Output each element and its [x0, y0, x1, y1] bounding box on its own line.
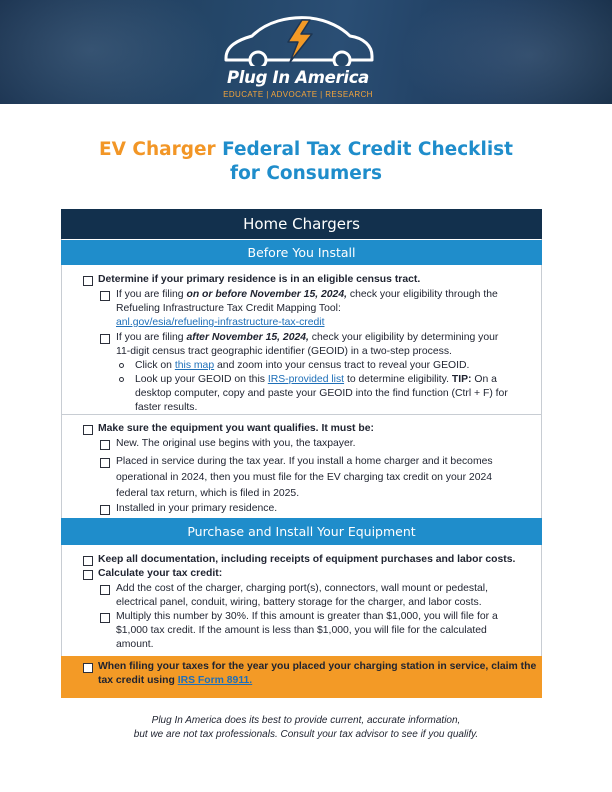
purchase-install-header: Purchase and Install Your Equipment: [61, 518, 542, 545]
placed-in-service-line3: federal tax return, which is filed in 2025.: [116, 488, 300, 499]
title-part-orange: EV Charger: [98, 139, 216, 160]
checkbox-census-tract[interactable]: [83, 276, 93, 286]
checkbox-documentation[interactable]: [83, 556, 93, 566]
placed-in-service-line1: Placed in service during the tax year. If you install a home charger and it becomes: [116, 456, 493, 467]
final-step-line1: When filing your taxes for the year you placed your charging station in service, claim the: [98, 661, 537, 672]
checkbox-add-cost[interactable]: [100, 585, 110, 595]
filing-before-text: If you are filing on or before November 15, 2024, check your eligibility through the: [116, 289, 498, 300]
checkbox-claim-credit[interactable]: [83, 663, 93, 673]
item-equipment-label: Make sure the equipment you want qualifies. It must be:: [98, 423, 374, 434]
final-step-panel: [61, 656, 542, 698]
before-install-header: Before You Install: [61, 240, 542, 265]
placed-in-service-line2: operational in 2024, then you must file for the EV charging tax credit on your 2024: [116, 472, 493, 483]
checkbox-filing-before[interactable]: [100, 291, 110, 301]
brand-tagline: EDUCATE | ADVOCATE | RESEARCH: [223, 90, 373, 99]
multiply-line3: amount.: [116, 639, 154, 650]
item-documentation-label: Keep all documentation, including receipts of equipment purchases and labor costs.: [98, 554, 516, 565]
item-calculate-label: Calculate your tax credit:: [98, 568, 223, 579]
filing-after-text: If you are filing after November 15, 2024, check your eligibility by determining your: [116, 332, 499, 343]
checklist-table: [61, 209, 542, 698]
bullet-icon: [119, 377, 124, 382]
primary-residence-text: Installed in your primary residence.: [116, 503, 278, 514]
add-cost-line1: Add the cost of the charger, charging port(s), connectors, wall mount or pedestal,: [116, 583, 488, 594]
checkbox-multiply[interactable]: [100, 613, 110, 623]
disclaimer-line2: but we are not tax professionals. Consult your tax advisor to see if you qualify.: [133, 729, 479, 740]
checkbox-placed-in-service[interactable]: [100, 458, 110, 468]
disclaimer-line1: Plug In America does its best to provide current, accurate information,: [151, 715, 461, 726]
step-lookup-geoid: Look up your GEOID on this IRS-provided list to determine eligibility. TIP: On a: [135, 374, 497, 385]
final-step-line2: tax credit using IRS Form 8911.: [98, 675, 253, 686]
checkbox-calculate[interactable]: [83, 570, 93, 580]
mapping-tool-link[interactable]: anl.gov/esia/refueling-infrastructure-tax-credit: [116, 317, 325, 328]
step-lookup-geoid-line3: faster results.: [135, 402, 198, 413]
checkbox-equipment-qualifies[interactable]: [83, 425, 93, 435]
bullet-icon: [119, 363, 124, 368]
page-title: [0, 138, 612, 186]
item-census-tract-label: Determine if your primary residence is in an eligible census tract.: [98, 274, 421, 285]
title-part-blue: Federal Tax Credit Checklist: [222, 139, 514, 160]
checkbox-new[interactable]: [100, 440, 110, 450]
section-divider: [62, 414, 541, 415]
filing-before-text-line2: Refueling Infrastructure Tax Credit Mapping Tool:: [116, 303, 341, 314]
checkbox-primary-residence[interactable]: [100, 505, 110, 515]
step-lookup-geoid-line2: desktop computer, copy and paste your GEOID into the find function (Ctrl + F) for: [135, 388, 508, 399]
filing-after-text-line2: 11-digit census tract geographic identifier (GEOID) in a two-step process.: [116, 346, 452, 357]
car-bolt-icon: [218, 10, 378, 66]
brand-name: Plug In America: [226, 68, 370, 87]
plug-in-america-logo: [218, 10, 378, 100]
multiply-line2: $1,000 tax credit. If the amount is less than $1,000, you will file for the calculated: [116, 625, 487, 636]
header-banner: [0, 0, 612, 104]
add-cost-line2: electrical panel, conduit, wiring, battery storage for the charger, and labor costs.: [116, 597, 482, 608]
multiply-line1: Multiply this number by 30%. If this amount is greater than $1,000, you will file for a: [116, 611, 498, 622]
checkbox-filing-after[interactable]: [100, 334, 110, 344]
irs-list-link[interactable]: IRS-provided list: [267, 374, 345, 385]
this-map-link[interactable]: this map: [174, 360, 215, 371]
title-line-2: for Consumers: [230, 163, 382, 184]
home-chargers-header: Home Chargers: [61, 209, 542, 239]
disclaimer: [0, 714, 612, 742]
step-click-map: Click on this map and zoom into your census tract to reveal your GEOID.: [135, 360, 470, 371]
irs-form-8911-link[interactable]: IRS Form 8911.: [177, 675, 253, 686]
equipment-new-text: New. The original use begins with you, the taxpayer.: [116, 438, 356, 449]
